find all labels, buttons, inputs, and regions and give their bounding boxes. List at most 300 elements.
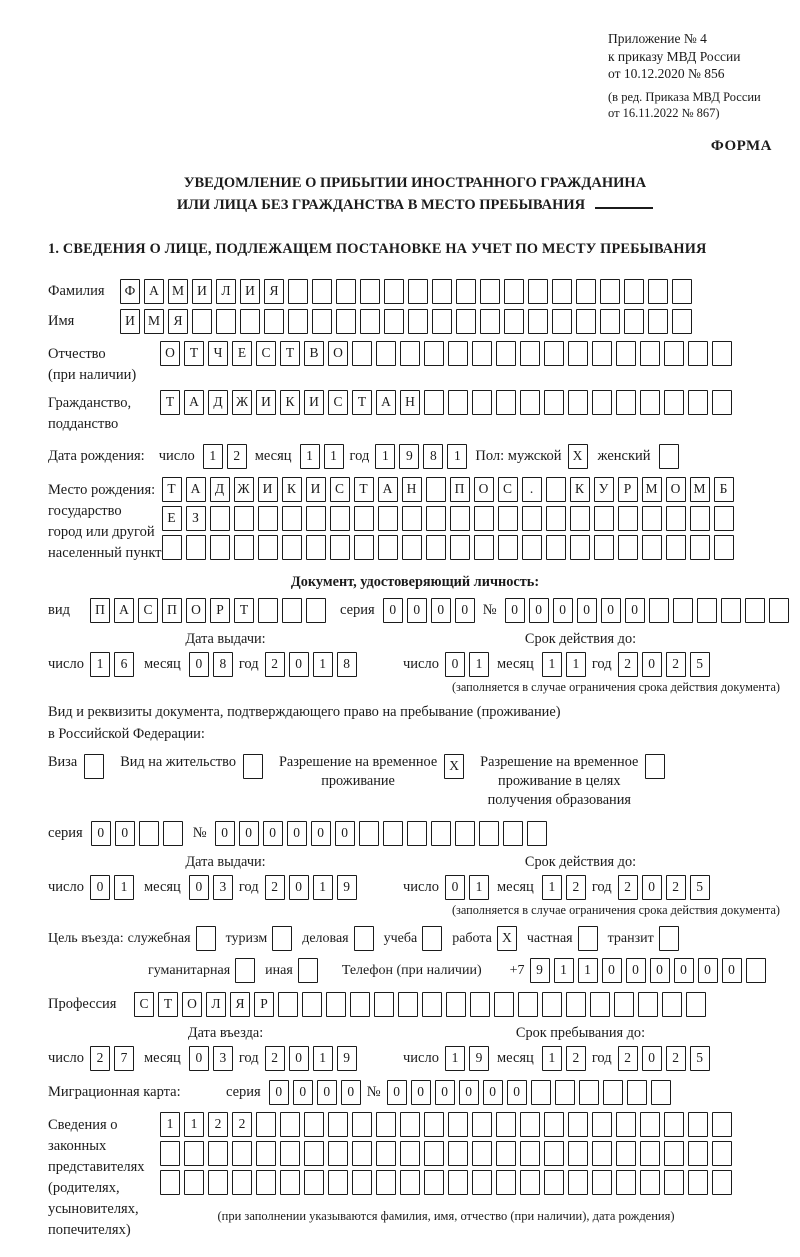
char-cell[interactable]: 1 xyxy=(566,652,586,677)
char-cell[interactable]: К xyxy=(280,390,300,415)
char-cell[interactable]: 2 xyxy=(265,652,285,677)
char-cell[interactable]: О xyxy=(328,341,348,366)
representatives-row-1[interactable] xyxy=(160,1112,732,1137)
char-cell[interactable] xyxy=(528,309,548,334)
char-cell[interactable] xyxy=(354,535,374,560)
char-cell[interactable]: С xyxy=(330,477,350,502)
citizenship-boxes[interactable] xyxy=(160,390,732,415)
char-cell[interactable] xyxy=(576,279,596,304)
char-cell[interactable]: 0 xyxy=(317,1080,337,1105)
char-cell[interactable] xyxy=(384,279,404,304)
surname-boxes[interactable] xyxy=(120,279,692,304)
char-cell[interactable] xyxy=(474,535,494,560)
char-cell[interactable]: 1 xyxy=(114,875,134,900)
char-cell[interactable] xyxy=(330,506,350,531)
char-cell[interactable] xyxy=(424,1141,444,1166)
char-cell[interactable] xyxy=(424,1170,444,1195)
char-cell[interactable] xyxy=(472,1112,492,1137)
char-cell[interactable] xyxy=(360,309,380,334)
char-cell[interactable] xyxy=(659,444,679,469)
char-cell[interactable] xyxy=(568,1112,588,1137)
char-cell[interactable] xyxy=(664,1112,684,1137)
char-cell[interactable]: 8 xyxy=(423,444,443,469)
char-cell[interactable] xyxy=(745,598,765,623)
char-cell[interactable]: И xyxy=(192,279,212,304)
birth-day-boxes[interactable] xyxy=(203,444,247,469)
char-cell[interactable]: 1 xyxy=(469,875,489,900)
char-cell[interactable] xyxy=(721,598,741,623)
char-cell[interactable] xyxy=(546,506,566,531)
char-cell[interactable] xyxy=(422,992,442,1017)
char-cell[interactable] xyxy=(455,821,475,846)
char-cell[interactable]: Ф xyxy=(120,279,140,304)
char-cell[interactable] xyxy=(496,1112,516,1137)
char-cell[interactable]: Т xyxy=(234,598,254,623)
char-cell[interactable] xyxy=(350,992,370,1017)
char-cell[interactable] xyxy=(210,535,230,560)
char-cell[interactable]: 0 xyxy=(293,1080,313,1105)
char-cell[interactable]: 1 xyxy=(542,1046,562,1071)
char-cell[interactable] xyxy=(302,992,322,1017)
char-cell[interactable] xyxy=(383,821,403,846)
char-cell[interactable] xyxy=(374,992,394,1017)
char-cell[interactable]: 9 xyxy=(469,1046,489,1071)
char-cell[interactable] xyxy=(544,1112,564,1137)
char-cell[interactable]: 1 xyxy=(313,652,333,677)
char-cell[interactable] xyxy=(546,477,566,502)
char-cell[interactable]: А xyxy=(114,598,134,623)
char-cell[interactable] xyxy=(627,1080,647,1105)
char-cell[interactable] xyxy=(480,279,500,304)
char-cell[interactable] xyxy=(649,598,669,623)
char-cell[interactable] xyxy=(160,1170,180,1195)
char-cell[interactable]: 7 xyxy=(114,1046,134,1071)
char-cell[interactable] xyxy=(426,535,446,560)
char-cell[interactable] xyxy=(431,821,451,846)
char-cell[interactable] xyxy=(712,1170,732,1195)
char-cell[interactable] xyxy=(424,390,444,415)
char-cell[interactable] xyxy=(352,1141,372,1166)
char-cell[interactable]: Л xyxy=(206,992,226,1017)
char-cell[interactable] xyxy=(522,506,542,531)
char-cell[interactable] xyxy=(280,1170,300,1195)
char-cell[interactable]: 0 xyxy=(529,598,549,623)
id-doc-series-boxes[interactable] xyxy=(383,598,475,623)
char-cell[interactable] xyxy=(712,390,732,415)
representatives-row-3[interactable] xyxy=(160,1170,732,1195)
char-cell[interactable]: Я xyxy=(230,992,250,1017)
char-cell[interactable] xyxy=(326,992,346,1017)
char-cell[interactable]: 0 xyxy=(239,821,259,846)
char-cell[interactable] xyxy=(544,390,564,415)
char-cell[interactable] xyxy=(426,506,446,531)
char-cell[interactable]: 0 xyxy=(90,875,110,900)
char-cell[interactable] xyxy=(592,390,612,415)
char-cell[interactable] xyxy=(298,958,318,983)
migration-series-boxes[interactable] xyxy=(269,1080,361,1105)
char-cell[interactable]: В xyxy=(304,341,324,366)
birth-place-row-2[interactable] xyxy=(162,506,734,531)
char-cell[interactable]: Р xyxy=(254,992,274,1017)
char-cell[interactable] xyxy=(714,506,734,531)
char-cell[interactable]: 1 xyxy=(469,652,489,677)
char-cell[interactable]: Т xyxy=(162,477,182,502)
char-cell[interactable] xyxy=(616,390,636,415)
char-cell[interactable] xyxy=(448,390,468,415)
char-cell[interactable] xyxy=(448,1112,468,1137)
char-cell[interactable]: 1 xyxy=(313,1046,333,1071)
temp-residence-edu-checkbox[interactable] xyxy=(645,754,665,779)
char-cell[interactable]: 0 xyxy=(722,958,742,983)
purpose-private-checkbox[interactable] xyxy=(578,926,598,951)
id-issue-year-boxes[interactable] xyxy=(265,652,357,677)
char-cell[interactable] xyxy=(673,598,693,623)
char-cell[interactable]: 0 xyxy=(505,598,525,623)
char-cell[interactable] xyxy=(306,535,326,560)
char-cell[interactable] xyxy=(408,309,428,334)
char-cell[interactable] xyxy=(422,926,442,951)
char-cell[interactable] xyxy=(504,309,524,334)
char-cell[interactable]: 0 xyxy=(445,652,465,677)
char-cell[interactable] xyxy=(352,1112,372,1137)
visa-checkbox[interactable] xyxy=(84,754,104,779)
char-cell[interactable]: 0 xyxy=(507,1080,527,1105)
char-cell[interactable] xyxy=(666,506,686,531)
char-cell[interactable]: 6 xyxy=(114,652,134,677)
char-cell[interactable]: Я xyxy=(264,279,284,304)
char-cell[interactable] xyxy=(520,341,540,366)
char-cell[interactable]: 2 xyxy=(265,1046,285,1071)
char-cell[interactable]: 5 xyxy=(690,1046,710,1071)
char-cell[interactable] xyxy=(400,1170,420,1195)
char-cell[interactable] xyxy=(312,279,332,304)
char-cell[interactable] xyxy=(624,279,644,304)
char-cell[interactable]: 0 xyxy=(459,1080,479,1105)
char-cell[interactable] xyxy=(594,506,614,531)
char-cell[interactable]: 0 xyxy=(698,958,718,983)
char-cell[interactable] xyxy=(498,506,518,531)
char-cell[interactable]: 1 xyxy=(90,652,110,677)
char-cell[interactable]: З xyxy=(186,506,206,531)
char-cell[interactable] xyxy=(354,926,374,951)
char-cell[interactable] xyxy=(640,390,660,415)
char-cell[interactable]: 0 xyxy=(215,821,235,846)
char-cell[interactable]: Я xyxy=(168,309,188,334)
char-cell[interactable]: Е xyxy=(162,506,182,531)
char-cell[interactable]: 0 xyxy=(383,598,403,623)
char-cell[interactable] xyxy=(312,309,332,334)
char-cell[interactable]: 0 xyxy=(601,598,621,623)
char-cell[interactable]: С xyxy=(138,598,158,623)
char-cell[interactable] xyxy=(398,992,418,1017)
char-cell[interactable] xyxy=(402,506,422,531)
char-cell[interactable] xyxy=(578,926,598,951)
char-cell[interactable]: 0 xyxy=(483,1080,503,1105)
residence-permit-checkbox[interactable] xyxy=(243,754,263,779)
char-cell[interactable]: 2 xyxy=(566,1046,586,1071)
char-cell[interactable]: 1 xyxy=(554,958,574,983)
char-cell[interactable]: 0 xyxy=(189,652,209,677)
stay-day-boxes[interactable] xyxy=(445,1046,489,1071)
char-cell[interactable]: 0 xyxy=(650,958,670,983)
char-cell[interactable] xyxy=(640,1170,660,1195)
char-cell[interactable]: С xyxy=(134,992,154,1017)
char-cell[interactable] xyxy=(712,1141,732,1166)
char-cell[interactable]: 1 xyxy=(542,652,562,677)
char-cell[interactable] xyxy=(568,1141,588,1166)
char-cell[interactable]: О xyxy=(182,992,202,1017)
char-cell[interactable] xyxy=(472,341,492,366)
char-cell[interactable] xyxy=(288,279,308,304)
char-cell[interactable] xyxy=(520,390,540,415)
birth-year-boxes[interactable] xyxy=(375,444,467,469)
char-cell[interactable]: Т xyxy=(352,390,372,415)
char-cell[interactable] xyxy=(690,535,710,560)
char-cell[interactable] xyxy=(640,1112,660,1137)
representatives-row-2[interactable] xyxy=(160,1141,732,1166)
char-cell[interactable]: 0 xyxy=(435,1080,455,1105)
char-cell[interactable]: 0 xyxy=(445,875,465,900)
char-cell[interactable]: 0 xyxy=(263,821,283,846)
birth-place-row-1[interactable] xyxy=(162,477,734,502)
char-cell[interactable]: 0 xyxy=(189,1046,209,1071)
char-cell[interactable]: 9 xyxy=(337,1046,357,1071)
char-cell[interactable]: 2 xyxy=(666,1046,686,1071)
char-cell[interactable]: 1 xyxy=(375,444,395,469)
char-cell[interactable]: М xyxy=(642,477,662,502)
char-cell[interactable]: 2 xyxy=(666,875,686,900)
char-cell[interactable]: 0 xyxy=(115,821,135,846)
char-cell[interactable] xyxy=(280,1141,300,1166)
char-cell[interactable] xyxy=(579,1080,599,1105)
id-valid-year-boxes[interactable] xyxy=(618,652,710,677)
patronymic-boxes[interactable] xyxy=(160,341,732,366)
char-cell[interactable] xyxy=(496,1141,516,1166)
char-cell[interactable]: 0 xyxy=(311,821,331,846)
char-cell[interactable] xyxy=(376,1170,396,1195)
char-cell[interactable]: И xyxy=(256,390,276,415)
char-cell[interactable]: Ж xyxy=(232,390,252,415)
char-cell[interactable]: X xyxy=(444,754,464,779)
char-cell[interactable]: 0 xyxy=(387,1080,407,1105)
char-cell[interactable]: Р xyxy=(210,598,230,623)
char-cell[interactable] xyxy=(424,341,444,366)
char-cell[interactable] xyxy=(570,506,590,531)
char-cell[interactable] xyxy=(163,821,183,846)
purpose-study-checkbox[interactable] xyxy=(422,926,442,951)
purpose-other-checkbox[interactable] xyxy=(298,958,318,983)
char-cell[interactable]: 0 xyxy=(553,598,573,623)
char-cell[interactable] xyxy=(232,1141,252,1166)
char-cell[interactable] xyxy=(592,341,612,366)
char-cell[interactable] xyxy=(196,926,216,951)
char-cell[interactable] xyxy=(618,535,638,560)
char-cell[interactable] xyxy=(651,1080,671,1105)
char-cell[interactable]: 2 xyxy=(566,875,586,900)
char-cell[interactable]: 0 xyxy=(626,958,646,983)
char-cell[interactable] xyxy=(568,390,588,415)
char-cell[interactable] xyxy=(450,506,470,531)
char-cell[interactable] xyxy=(400,1112,420,1137)
char-cell[interactable]: 9 xyxy=(399,444,419,469)
char-cell[interactable] xyxy=(354,506,374,531)
char-cell[interactable]: 0 xyxy=(91,821,111,846)
migration-number-boxes[interactable] xyxy=(387,1080,671,1105)
char-cell[interactable] xyxy=(659,926,679,951)
char-cell[interactable] xyxy=(474,506,494,531)
char-cell[interactable] xyxy=(544,341,564,366)
char-cell[interactable] xyxy=(448,1170,468,1195)
char-cell[interactable] xyxy=(472,1170,492,1195)
char-cell[interactable]: М xyxy=(690,477,710,502)
residence-valid-year-boxes[interactable] xyxy=(618,875,710,900)
char-cell[interactable] xyxy=(531,1080,551,1105)
stay-month-boxes[interactable] xyxy=(542,1046,586,1071)
char-cell[interactable] xyxy=(400,1141,420,1166)
char-cell[interactable]: 2 xyxy=(227,444,247,469)
char-cell[interactable]: С xyxy=(498,477,518,502)
char-cell[interactable] xyxy=(662,992,682,1017)
char-cell[interactable] xyxy=(688,1112,708,1137)
char-cell[interactable]: 0 xyxy=(625,598,645,623)
char-cell[interactable] xyxy=(352,341,372,366)
char-cell[interactable] xyxy=(688,341,708,366)
char-cell[interactable] xyxy=(84,754,104,779)
char-cell[interactable] xyxy=(472,1141,492,1166)
char-cell[interactable] xyxy=(359,821,379,846)
char-cell[interactable] xyxy=(282,535,302,560)
char-cell[interactable]: 2 xyxy=(232,1112,252,1137)
char-cell[interactable] xyxy=(378,506,398,531)
char-cell[interactable] xyxy=(330,535,350,560)
char-cell[interactable] xyxy=(336,309,356,334)
char-cell[interactable]: О xyxy=(474,477,494,502)
char-cell[interactable] xyxy=(544,1141,564,1166)
char-cell[interactable]: А xyxy=(144,279,164,304)
char-cell[interactable]: 0 xyxy=(642,875,662,900)
char-cell[interactable] xyxy=(328,1141,348,1166)
char-cell[interactable]: 0 xyxy=(431,598,451,623)
char-cell[interactable] xyxy=(616,1170,636,1195)
char-cell[interactable] xyxy=(336,279,356,304)
char-cell[interactable]: К xyxy=(282,477,302,502)
char-cell[interactable]: Н xyxy=(400,390,420,415)
char-cell[interactable] xyxy=(210,506,230,531)
char-cell[interactable]: 2 xyxy=(208,1112,228,1137)
char-cell[interactable]: Т xyxy=(158,992,178,1017)
char-cell[interactable] xyxy=(592,1170,612,1195)
char-cell[interactable] xyxy=(304,1112,324,1137)
char-cell[interactable]: И xyxy=(258,477,278,502)
char-cell[interactable] xyxy=(424,1112,444,1137)
char-cell[interactable] xyxy=(450,535,470,560)
char-cell[interactable] xyxy=(518,992,538,1017)
char-cell[interactable]: 9 xyxy=(530,958,550,983)
char-cell[interactable] xyxy=(208,1170,228,1195)
char-cell[interactable]: Д xyxy=(210,477,230,502)
char-cell[interactable] xyxy=(479,821,499,846)
char-cell[interactable] xyxy=(258,598,278,623)
char-cell[interactable] xyxy=(592,1112,612,1137)
profession-boxes[interactable] xyxy=(134,992,706,1017)
char-cell[interactable] xyxy=(664,1141,684,1166)
char-cell[interactable] xyxy=(306,506,326,531)
char-cell[interactable]: Л xyxy=(216,279,236,304)
char-cell[interactable]: 2 xyxy=(618,1046,638,1071)
char-cell[interactable]: Ж xyxy=(234,477,254,502)
purpose-business-checkbox[interactable] xyxy=(354,926,374,951)
char-cell[interactable] xyxy=(570,535,590,560)
id-issue-month-boxes[interactable] xyxy=(189,652,233,677)
char-cell[interactable] xyxy=(282,598,302,623)
char-cell[interactable]: Н xyxy=(402,477,422,502)
char-cell[interactable] xyxy=(376,341,396,366)
char-cell[interactable] xyxy=(235,958,255,983)
char-cell[interactable]: М xyxy=(168,279,188,304)
char-cell[interactable] xyxy=(446,992,466,1017)
char-cell[interactable] xyxy=(555,1080,575,1105)
char-cell[interactable] xyxy=(568,1170,588,1195)
char-cell[interactable]: П xyxy=(90,598,110,623)
char-cell[interactable] xyxy=(592,1141,612,1166)
char-cell[interactable] xyxy=(746,958,766,983)
char-cell[interactable] xyxy=(504,279,524,304)
char-cell[interactable] xyxy=(664,1170,684,1195)
birth-month-boxes[interactable] xyxy=(300,444,344,469)
char-cell[interactable]: Т xyxy=(184,341,204,366)
char-cell[interactable] xyxy=(208,1141,228,1166)
char-cell[interactable] xyxy=(470,992,490,1017)
phone-boxes[interactable] xyxy=(530,958,766,983)
char-cell[interactable] xyxy=(503,821,523,846)
char-cell[interactable]: 0 xyxy=(289,652,309,677)
char-cell[interactable]: 0 xyxy=(407,598,427,623)
char-cell[interactable]: 0 xyxy=(269,1080,289,1105)
char-cell[interactable] xyxy=(496,390,516,415)
char-cell[interactable] xyxy=(378,535,398,560)
char-cell[interactable]: 2 xyxy=(618,652,638,677)
char-cell[interactable]: 8 xyxy=(213,652,233,677)
char-cell[interactable]: О xyxy=(666,477,686,502)
char-cell[interactable]: 0 xyxy=(674,958,694,983)
entry-day-boxes[interactable] xyxy=(90,1046,134,1071)
char-cell[interactable]: 0 xyxy=(642,652,662,677)
char-cell[interactable] xyxy=(472,390,492,415)
char-cell[interactable] xyxy=(642,506,662,531)
birth-place-row-3[interactable] xyxy=(162,535,734,560)
char-cell[interactable]: 1 xyxy=(203,444,223,469)
char-cell[interactable]: 2 xyxy=(265,875,285,900)
char-cell[interactable]: 5 xyxy=(690,652,710,677)
char-cell[interactable]: 5 xyxy=(690,875,710,900)
char-cell[interactable]: 0 xyxy=(411,1080,431,1105)
char-cell[interactable]: И xyxy=(306,477,326,502)
char-cell[interactable] xyxy=(603,1080,623,1105)
char-cell[interactable] xyxy=(328,1112,348,1137)
char-cell[interactable] xyxy=(456,309,476,334)
char-cell[interactable]: 1 xyxy=(313,875,333,900)
char-cell[interactable] xyxy=(360,279,380,304)
char-cell[interactable] xyxy=(769,598,789,623)
char-cell[interactable] xyxy=(686,992,706,1017)
char-cell[interactable] xyxy=(712,1112,732,1137)
char-cell[interactable]: 0 xyxy=(642,1046,662,1071)
char-cell[interactable] xyxy=(542,992,562,1017)
char-cell[interactable] xyxy=(618,506,638,531)
residence-valid-day-boxes[interactable] xyxy=(445,875,489,900)
char-cell[interactable] xyxy=(328,1170,348,1195)
residence-issue-day-boxes[interactable] xyxy=(90,875,134,900)
